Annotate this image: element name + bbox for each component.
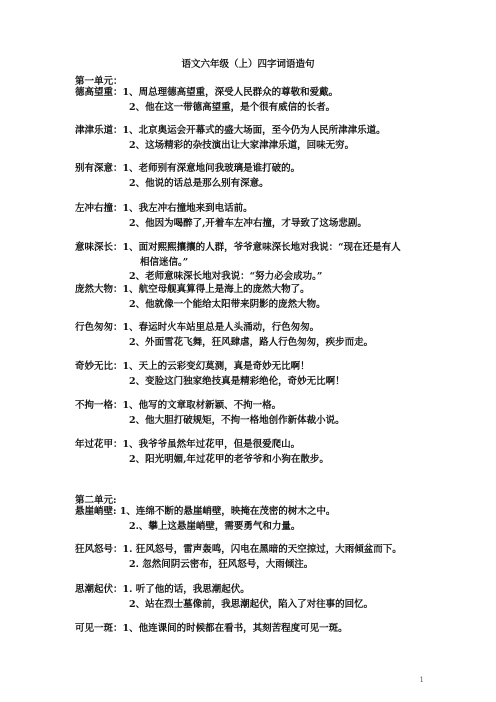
idiom-entry: [75, 241, 435, 285]
idiom-entry: [75, 622, 435, 637]
entry-line: 2、外面雪花飞舞，狂风肆虐，路人行色匆匆，疾步而走。: [129, 336, 374, 348]
idiom-entry: [75, 86, 435, 115]
entry-line: 庞然大物：1、航空母舰真算得上是海上的庞然大物了。: [75, 284, 310, 295]
entry-line: 2、他因为喝醉了,开着车左冲右撞，才导致了这场悲剧。: [129, 217, 367, 229]
entry-line: 2、阳光明媚,年过花甲的老爷爷和小狗在散步。: [129, 453, 329, 465]
entry-line: 2、他就像一个能给太阳带来阴影的庞然大物。: [129, 298, 326, 310]
entry-line: 不拘一格：1、他写的文章取材新颖、不拘一格。: [75, 400, 282, 411]
entry-line: 2、这场精彩的杂技演出让大家津津乐道，回味无穷。: [129, 139, 355, 151]
entry-line: 年过花甲：1、我爷爷虽然年过花甲，但是很爱爬山。: [75, 439, 301, 450]
unit-heading: 第二单元:: [75, 495, 117, 506]
entry-line: 2.、攀上这悬崖峭壁，需要勇气和力量。: [129, 520, 301, 532]
entry-line: 2、他在这一带德高望重，是个很有威信的长者。: [129, 101, 336, 113]
entry-line: 狂风怒号：1. 狂风怒号，雷声轰鸣，闪电在黑暗的天空掠过，大雨倾盆而下。: [75, 544, 402, 555]
idiom-entry: [75, 543, 435, 572]
entry-line: 悬崖峭壁: 1、连绵不断的悬崖峭壁，映掩在茂密的树木之中。: [75, 506, 336, 517]
idiom-entry: [75, 438, 435, 467]
page-number: 1: [419, 676, 424, 684]
entry-line: 左冲右撞：1、我左冲右撞地来到电话前。: [75, 203, 253, 214]
entry-line: 津津乐道：1、北京奥运会开幕式的盛大场面，至今仍为人民所津津乐道。: [75, 125, 386, 136]
entry-line: 2、变脸这门独家绝技真是精彩绝伦，奇妙无比啊！: [129, 375, 345, 387]
entry-line: 思潮起伏：1. 听了他的话，我思潮起伏。: [75, 584, 250, 595]
entry-line: 相信迷信。”: [140, 256, 189, 268]
entry-line: 2. 忽然间阴云密布，狂风怒号，大雨倾注。: [129, 558, 314, 570]
entry-line: 2、老师意味深长地对我说：“努力必会成功。”: [129, 271, 323, 282]
idiom-entry: [75, 283, 435, 312]
entry-line: 别有深意：1、老师别有深意地问我玻璃是谁打破的。: [75, 163, 301, 174]
entry-line: 可见一斑：1、他连课间的时候都在看书，其刻苦程度可见一斑。: [75, 623, 348, 634]
idiom-entry: [75, 583, 435, 612]
entry-line: 2、站在烈士墓像前，我思潮起伏，陷入了对往事的回忆。: [129, 598, 374, 610]
idiom-entry: [75, 321, 435, 350]
entry-line: 奇妙无比：1、天上的云彩变幻莫测，真是奇妙无比啊！: [75, 361, 310, 372]
idiom-entry: [75, 202, 435, 231]
document-title: 语文六年级（上）四字词语造句: [181, 59, 315, 70]
entry-line: 2、他大胆打破规矩，不拘一格地创作新体裁小说。: [129, 414, 345, 426]
entry-line: 意味深长：1、面对熙熙攘攘的人群，爷爷意味深长地对我说：“现在还是有人: [75, 242, 401, 253]
idiom-entry: [75, 399, 435, 428]
entry-line: 行色匆匆：1、春运时火车站里总是人头涌动，行色匆匆。: [75, 322, 320, 333]
entry-line: 德高望重：1、周总理德高望重，深受人民群众的尊敬和爱戴。: [75, 87, 339, 98]
idiom-entry: [75, 360, 435, 389]
idiom-entry: [75, 505, 435, 534]
idiom-entry: [75, 124, 435, 153]
unit-heading: 第一单元：: [75, 76, 123, 87]
idiom-entry: [75, 162, 435, 191]
entry-line: 2、他说的话总是那么别有深意。: [129, 177, 269, 189]
